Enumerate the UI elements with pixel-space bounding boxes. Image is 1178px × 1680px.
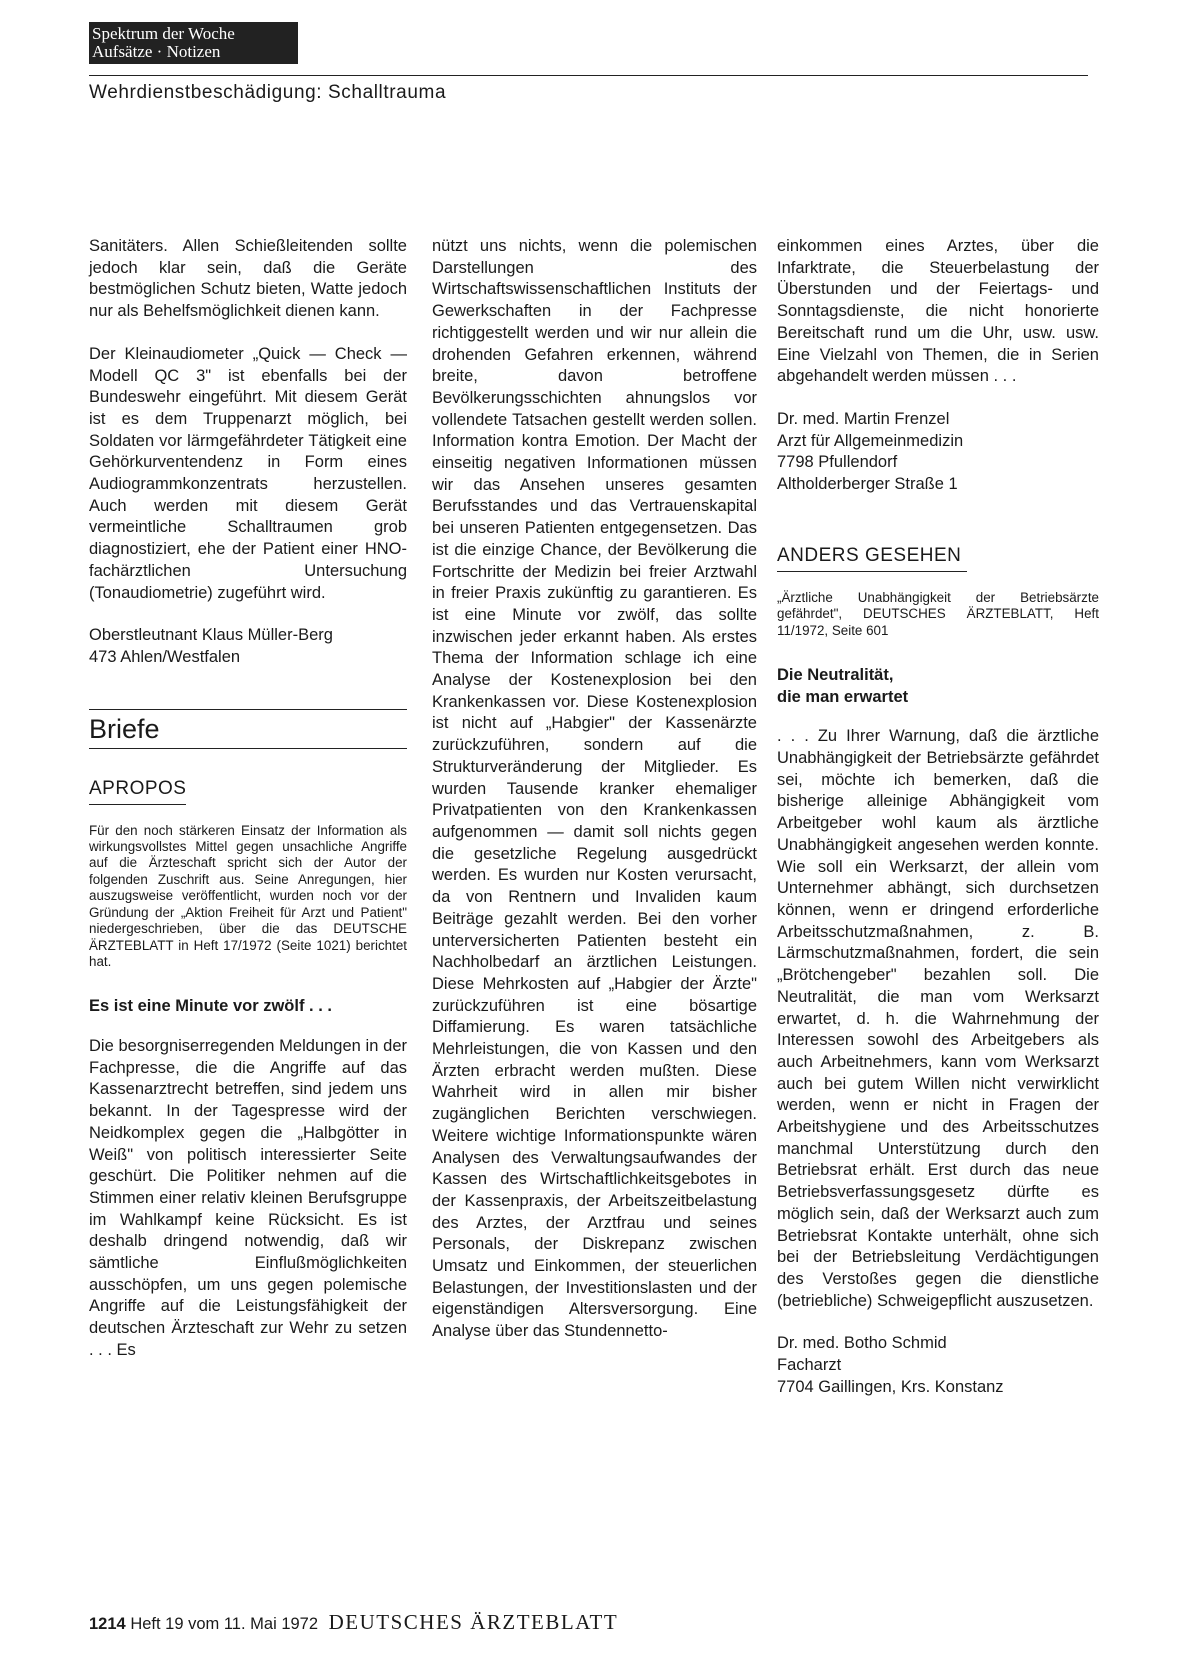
col1-paragraph-2: Der Kleinaudiometer „Quick — Check — Modell QC 3" ist ebenfalls bei der Bundeswehr eingeführt. Mit diesem Gerät ist es dem Truppenarzt möglich, bei Soldaten vor lärmgefährdeter Tätigkeit eine Gehörkurventendenz in Form eines Audiogrammkonzentrats herzustellen. Auch werden mit diesem Gerät vermeintliche Schalltraumen grob diagnostiziert, ehe der Patient einer HNO-fachärztlichen Untersuchung (Tonaudiometrie) zugeführt wird. <box>89 344 407 602</box>
page-number: 1214 <box>89 1615 126 1633</box>
neutralitaet-headline-line1: Die Neutralität, <box>777 665 894 684</box>
anders-gesehen-reference: „Ärztliche Unabhängigkeit der Betriebsärzte gefährdet", DEUTSCHES ÄRZTEBLATT, Heft 11/1972, Seite 601 <box>777 589 1099 638</box>
rubric-header-box <box>89 22 298 64</box>
col3-signature-2-title: Facharzt <box>777 1356 842 1375</box>
column-1 <box>89 236 407 1362</box>
letter-headline: Es ist eine Minute vor zwölf . . . <box>89 997 332 1016</box>
col3-paragraph-1: einkommen eines Arztes, über die Infarktrate, die Steuerbelastung der Überstunden und der Feiertags- und Sonntagsdienste, die nicht honorierte Bereitschaft rund um die Uhr, usw. usw. Eine Vielzahl von Themen, die in Serien abgehandelt werden müssen . . . <box>777 237 1099 386</box>
briefe-heading: Briefe <box>89 713 160 744</box>
anders-gesehen-rubric: ANDERS GESEHEN <box>777 544 967 572</box>
rubric-header-line2: Aufsätze · Notizen <box>92 42 221 61</box>
col3-paragraph-2: . . . Zu Ihrer Warnung, daß die ärztliche Unabhängigkeit der Betriebsärzte gefährdet sei, möchte ich bemerken, daß die bisherige alleinige Abhängigkeit vom Arbeitgeber wohl kaum als ärztliche Unabhängigkeit angesehen werden konnte. Wie soll ein Werksarzt, der allein vom Unternehmer abhängt, sich durchsetzen können, wenn er dringend erforderliche Arbeitsschutzmaßnahmen, z. B. Lärmschutzmaßnahmen, fordert, die sein „Brötchengeber" bezahlen soll. Die Neutralität, die man vom Werksarzt erwartet, d. h. die Wahrnehmung der Interessen sowohl des Arbeitgebers als auch Arbeitnehmers, kann vom Werksarzt auch bei gutem Willen nicht verwirklicht werden, wenn er nicht in Fragen der Arbeitshygiene und des Arbeitsschutzes manchmal Unterstützung durch den Betriebsrat erhält. Erst durch das neue Betriebsverfassungsgesetz dürfte es möglich sein, daß der Werksarzt auch zum Betriebsrat Kontakte unterhält, ohne sich bei der Betriebsleitung Verdächtigungen des Verstoßes gegen die dienstliche (betriebliche) Schweigepflicht auszusetzen. <box>777 727 1099 1310</box>
rubric-header-line1: Spektrum der Woche <box>92 24 235 43</box>
col2-paragraph-1: nützt uns nichts, wenn die polemischen Darstellungen des Wirtschaftswissenschaftlichen Instituts der Gewerkschaften in der Fachpresse richtiggestellt werden und wir nur allein die drohenden Gefahren erkennen, während breite, davon betroffene Bevölkerungsschichten ahnungslos vor vollendete Tatsachen gestellt werden sollen. Information kontra Emotion. Der Macht der einseitig negativen Informationen müssen wir das Ansehen unseres gesamten Berufsstandes und das Vertrauenskapital bei unseren Patienten entgegensetzen. Das ist die einzige Chance, der Bevölkerung die Fortschritte der Medizin bei freier Arztwahl in freier Praxis zukünftig zu garantieren. Es ist eine Minute vor zwölf, das sollte inzwischen jeder erkannt haben. Als erstes Thema der Information schlage ich eine Analyse der Kostenexplosion bei den Krankenkassen vor. Diese Kostenexplosion ist nicht auf „Habgier" der Kassenärzte zurückzuführen, sondern auf die Strukturveränderung der Mitglieder. Es wurden Tausende kranker ehemaliger Privatpatienten von den Krankenkassen aufgenommen — damit soll nichts gegen die gesetzliche Regelung ausgedrückt werden. Es wurden nur Kosten verursacht, da von Rentnern und Invaliden kaum Beiträge gezahlt werden. Bei den vorher unterversicherten Patienten besteht ein Nachholbedarf an ärztlichen Leistungen. Diese Mehrkosten auf „Habgier der Ärzte" zurückzuführen ist eine bösartige Diffamierung. Es waren tatsächliche Mehrleistungen, die von Kassen und den Ärzten erbracht werden mußten. Diese Wahrheit wird in allen mir bisher zugänglichen Berichten verschwiegen. Weitere wichtige Informationspunkte wären Analysen des Verwaltungsaufwandes der Kassen des Wirtschaftlichkeitsgebotes in der Kassenpraxis, der Arbeitszeitbelastung des Arztes, der Arztfrau und seines Personals, der Diskrepanz zwischen Umsatz und Einkommen, der steuerlichen Belastungen, der Investitionslasten und der eigenständigen Altersversorgung. Eine Analyse über das Stundennetto- <box>432 237 757 1341</box>
col1-signature-name: Oberstleutnant Klaus Müller-Berg <box>89 626 333 645</box>
page-footer <box>89 1610 618 1635</box>
col1-paragraph-1: Sanitäters. Allen Schießleitenden sollte jedoch klar sein, daß die Geräte bestmöglichen Schutz bieten, Watte jedoch nur als Behelfsmöglichkeit dienen kann. <box>89 237 407 321</box>
apropos-intro: Für den noch stärkeren Einsatz der Information als wirkungsvollstes Mittel gegen unsachliche Angriffe auf die Ärzteschaft spricht sich der Autor der folgenden Zuschrift aus. Seine Anregungen, hier auszugsweise veröffentlicht, wurden noch vor der Gründung der „Aktion Freiheit für Arzt und Patient" niedergeschrieben, über die das DEUTSCHE ÄRZTEBLATT in Heft 17/1972 (Seite 1021) berichtet hat. <box>89 822 407 969</box>
col1-signature-place: 473 Ahlen/Westfalen <box>89 647 241 666</box>
journal-name: DEUTSCHES ÄRZTEBLATT <box>328 1610 619 1634</box>
col3-signature-1-title: Arzt für Allgemeinmedizin <box>777 431 964 450</box>
col3-signature-2-name: Dr. med. Botho Schmid <box>777 1334 947 1353</box>
top-divider <box>89 75 1088 76</box>
neutralitaet-headline-line2: die man erwartet <box>777 687 909 706</box>
issue-info: Heft 19 vom 11. Mai 1972 <box>130 1615 319 1633</box>
section-title: Wehrdienstbeschädigung: Schalltrauma <box>89 82 447 103</box>
column-3 <box>777 236 1099 1398</box>
apropos-rubric: APROPOS <box>89 777 186 805</box>
col3-signature-1-city: 7798 Pfullendorf <box>777 453 898 472</box>
col3-signature-2-place: 7704 Gaillingen, Krs. Konstanz <box>777 1377 1004 1396</box>
col3-signature-1-street: Altholderberger Straße 1 <box>777 475 958 494</box>
col3-signature-1-name: Dr. med. Martin Frenzel <box>777 409 950 428</box>
col1-paragraph-3: Die besorgniserregenden Meldungen in der Fachpresse, die die Angriffe auf das Kassenarztrecht betreffen, sind jedem uns bekannt. In der Tagespresse wird der Neidkomplex gegen die „Halbgötter in Weiß" von politisch interessierter Seite geschürt. Die Politiker nehmen auf die Stimmen einer relativ kleinen Berufsgruppe im Wahlkampf keine Rücksicht. Es ist deshalb dringend notwendig, daß wir sämtliche Einflußmöglichkeiten ausschöpfen, um uns gegen polemische Angriffe auf die Leistungsfähigkeit der deutschen Ärzteschaft zur Wehr zu setzen . . . Es <box>89 1037 407 1359</box>
column-2 <box>432 236 757 1343</box>
